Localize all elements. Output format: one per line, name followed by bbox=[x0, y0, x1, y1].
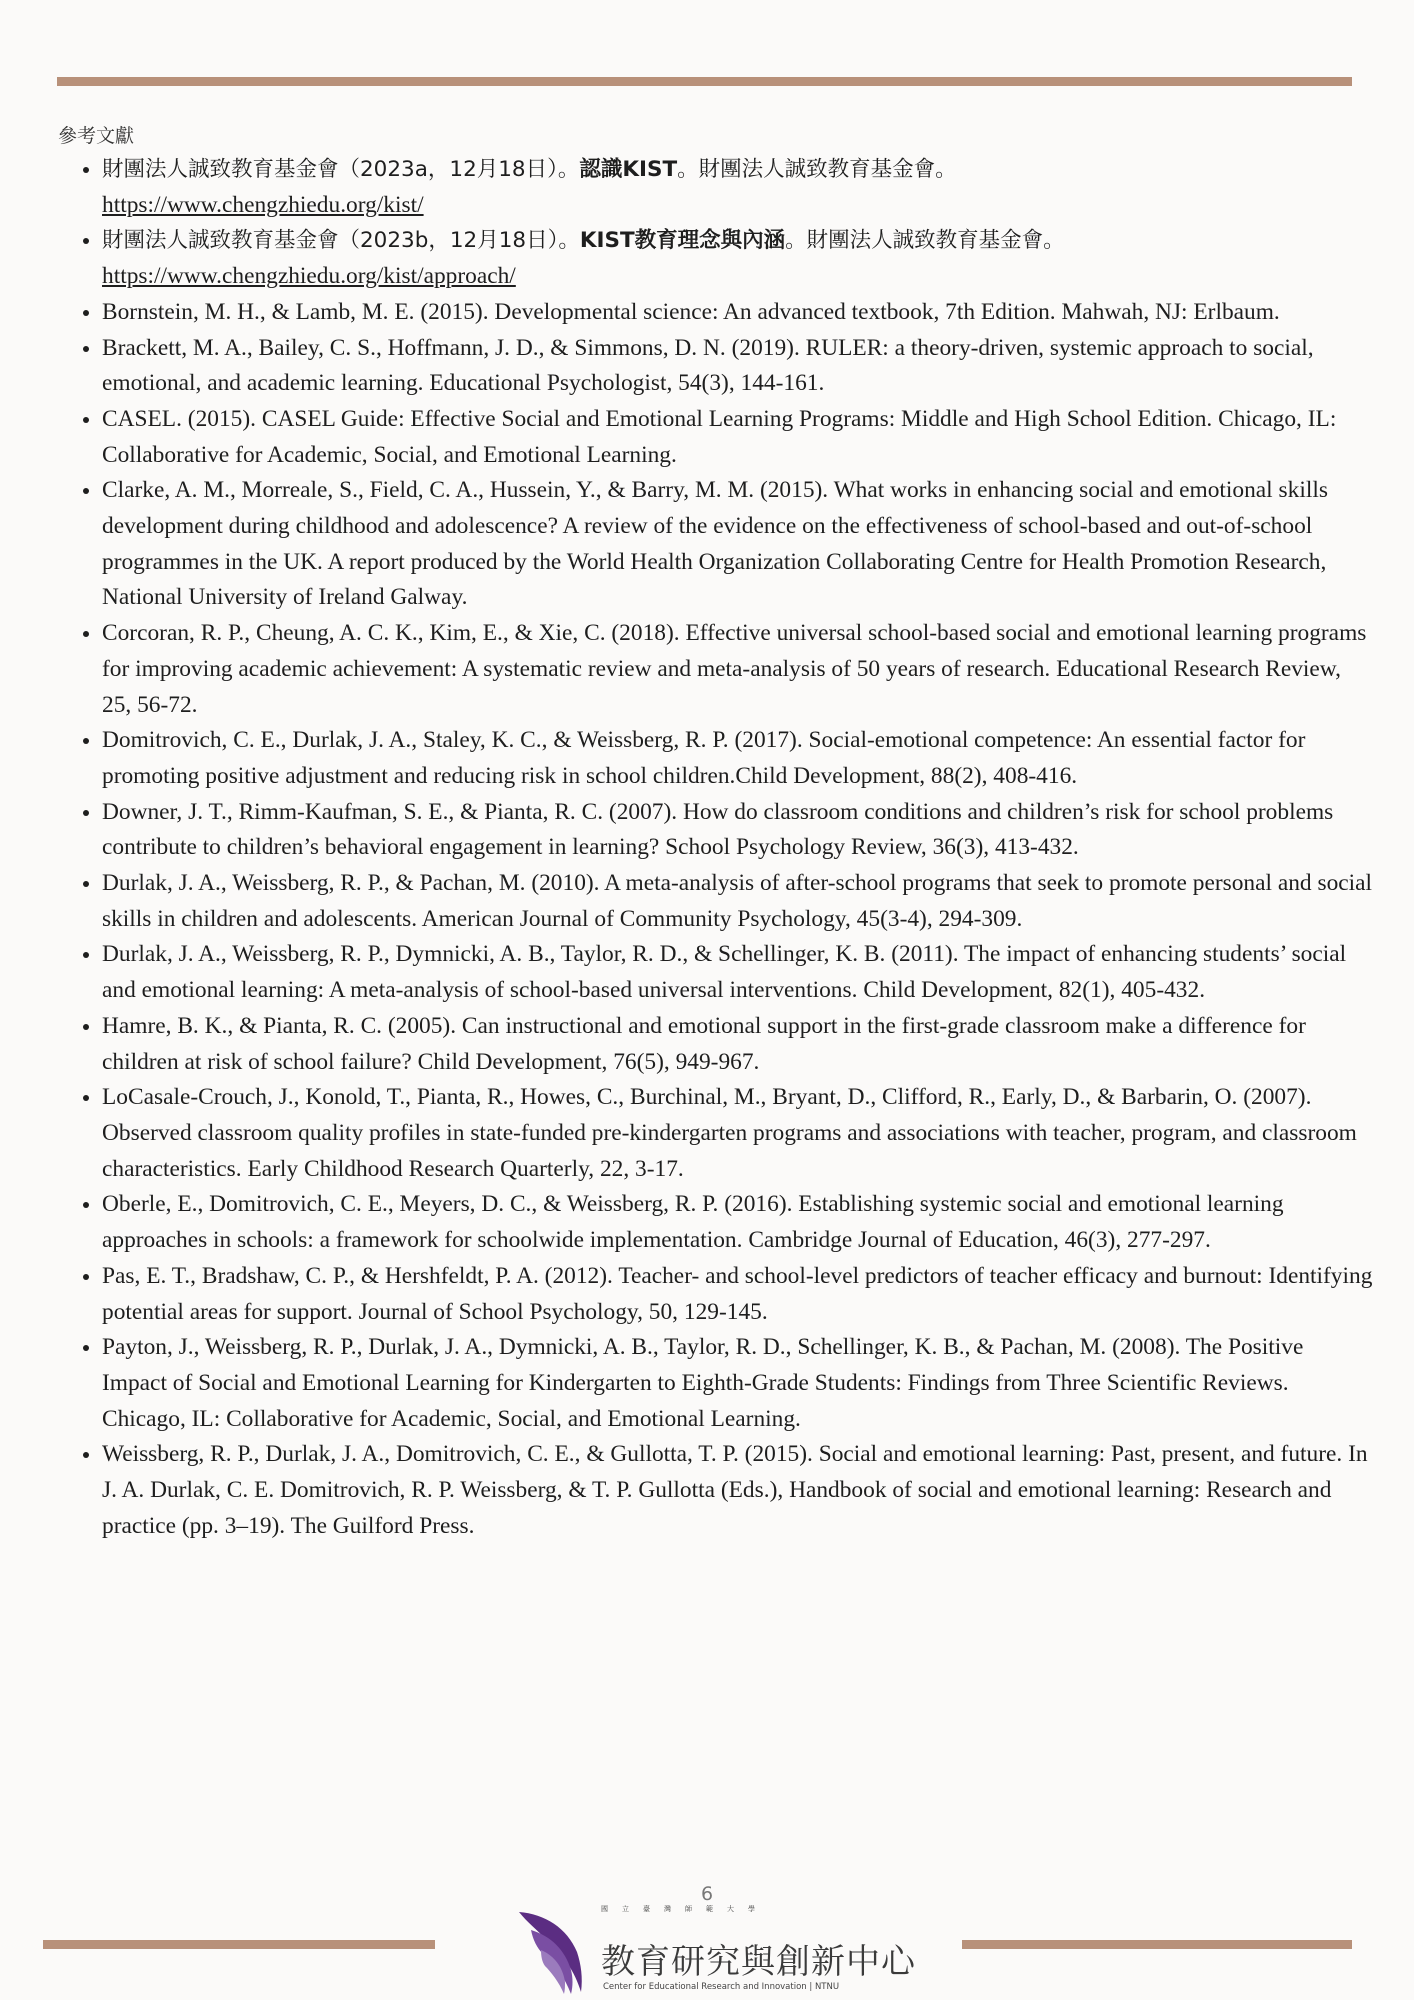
reference-text: CASEL. (2015). bbox=[102, 405, 262, 432]
reference-item bbox=[102, 1009, 1374, 1080]
reference-text: Child Development, 76(5) bbox=[417, 1048, 664, 1075]
reference-item bbox=[102, 1437, 1374, 1544]
reference-text: 。財團法人誠致教育基金會。 bbox=[677, 157, 957, 182]
reference-text: KIST教育理念與內涵 bbox=[579, 228, 786, 254]
reference-text: Clarke, A. M., Morreale, S., Field, C. A., Hussein, Y., & Barry, M. M. (2015). bbox=[102, 477, 834, 504]
reference-link[interactable]: https://www.chengzhiedu.org/kist/ bbox=[102, 191, 424, 218]
reference-item bbox=[102, 1330, 1374, 1437]
reference-text: CASEL Guide: Effective Social and Emotional Learning Programs: Middle and High School Edition. bbox=[261, 405, 1213, 432]
page-number: 6 bbox=[700, 1883, 714, 1905]
reference-text: , 413-432. bbox=[983, 834, 1079, 861]
logo-english-name: Center for Educational Research and Innovation | NTNU bbox=[603, 1982, 840, 1992]
reference-text: The Positive Impact of Social and Emotional Learning for Kindergarten to Eighth-Grade Students: Findings from Three Scientific Reviews bbox=[102, 1334, 1304, 1396]
reference-item bbox=[102, 473, 1374, 616]
logo-center-name: 教育研究與創新中心 bbox=[601, 1942, 916, 1982]
reference-text: School Psychology Review, 36(3) bbox=[665, 834, 984, 861]
reference-text: Domitrovich, C. E., Durlak, J. A., Staley, K. C., & Weissberg, R. P. (2017). Social-emotional competence: An essential factor for promoting positive adjustment and reducing risk in school children. bbox=[102, 727, 1306, 789]
reference-text: Corcoran, R. P., Cheung, A. C. K., Kim, E., & Xie, C. (2018). Effective universal school-based social and emotional learning programs for improving academic achievement: A systematic review and meta-analysis of 50 years of research. bbox=[102, 620, 1367, 682]
reference-item bbox=[102, 295, 1374, 331]
reference-item bbox=[102, 331, 1374, 402]
reference-text: Educational Psychologist, 54(3) bbox=[429, 370, 729, 397]
reference-text: Early Childhood Research Quarterly, 22 bbox=[247, 1155, 624, 1182]
reference-text: Chicago, IL: Collaborative for Academic, Social, and Emotional Learning. bbox=[102, 405, 1337, 468]
ntnu-center-logo bbox=[515, 1900, 916, 1995]
reference-text: Downer, J. T., Rimm-Kaufman, S. E., & Pianta, R. C. (2007). How do classroom conditions and children’s risk for school problems contribute to children’s behavioral engagement in learning? bbox=[102, 798, 1334, 861]
references-heading: 參考文獻 bbox=[58, 125, 135, 147]
reference-item bbox=[102, 616, 1374, 723]
reference-text: Durlak, J. A., Weissberg, R. P., Dymnicki, A. B., Taylor, R. D., & Schellinger, K. B. (2011). The impact of enhancing students’ social and emotional learning: A meta-analysis of school-based universal interventions. bbox=[102, 941, 1347, 1004]
top-divider bbox=[57, 77, 1352, 86]
reference-text: (3-4), 294-309. bbox=[880, 905, 1023, 932]
reference-text: Payton, J., Weissberg, R. P., Durlak, J. A., Dymnicki, A. B., Taylor, R. D., Schellinger, K. B., & Pachan, M. (2008). bbox=[102, 1334, 1186, 1361]
reference-item bbox=[102, 1259, 1374, 1330]
reference-text: Brackett, M. A., Bailey, C. S., Hoffmann, J. D., & Simmons, D. N. (2019). RULER: a theory-driven, systemic approach to social, emotional, and academic learning. bbox=[102, 334, 1314, 397]
references-list bbox=[80, 152, 1374, 1544]
reference-text: What works in enhancing social and emotional skills development during childhood and adolescence? A review of the evidence on the effectiveness of school-based and out-of-school programmes in the UK bbox=[102, 477, 1328, 575]
reference-text: Child Development, 82(1) bbox=[863, 977, 1110, 1004]
reference-item bbox=[102, 1080, 1374, 1187]
reference-link[interactable]: https://www.chengzhiedu.org/kist/approach/ bbox=[102, 263, 516, 290]
footer-divider-right bbox=[962, 1940, 1352, 1949]
reference-text: American Journal of Community Psychology, 45 bbox=[421, 905, 881, 932]
reference-text: Journal of School Psychology, 50 bbox=[358, 1298, 673, 1325]
reference-text: Cambridge Journal of Education, 46(3) bbox=[748, 1227, 1116, 1254]
reference-text: Hamre, B. K., & Pianta, R. C. (2005). Can instructional and emotional support in the first-grade classroom make a difference for children at risk of school failure? bbox=[102, 1012, 1306, 1075]
reference-item bbox=[102, 795, 1374, 866]
reference-text: , 129-145. bbox=[672, 1298, 768, 1325]
reference-text: 認識KIST bbox=[579, 157, 678, 182]
reference-text: Handbook of social and emotional learning: Research and practice bbox=[102, 1477, 1332, 1539]
reference-item bbox=[102, 866, 1374, 937]
reference-text: . A report produced by the World Health Organization Collaborating Centre for Health Promotion Research, National University of Ireland Galway. bbox=[102, 548, 1327, 611]
reference-text: , 405-432. bbox=[1109, 977, 1206, 1004]
reference-text: Pas, E. T., Bradshaw, C. P., & Hershfeldt, P. A. (2012). Teacher- and school-level predictors of teacher efficacy and burnout: Identifying potential areas for support. bbox=[102, 1262, 1373, 1325]
reference-text: 408-416. bbox=[987, 762, 1078, 789]
reference-item bbox=[102, 723, 1374, 794]
reference-text: Bornstein, M. H., & Lamb, M. E. (2015). bbox=[102, 298, 495, 325]
reference-text: LoCasale-Crouch, J., Konold, T., Pianta, R., Howes, C., Burchinal, M., Bryant, D., Clifford, R., Early, D., & Barbarin, O. (2007). Observed classroom quality profiles in state-funded pre-kindergarten programs and associations with teacher, program, and classroom characteristics. bbox=[102, 1084, 1357, 1182]
reference-text: 財團法人誠致教育基金會（2023b，12月18日）。 bbox=[102, 228, 580, 254]
reference-item bbox=[102, 402, 1374, 473]
reference-text: . Chicago, IL: Collaborative for Academic, Social, and Emotional Learning. bbox=[102, 1369, 1289, 1432]
reference-text: , 56-72. bbox=[125, 691, 198, 718]
reference-text: , 277-297. bbox=[1115, 1227, 1211, 1254]
reference-text: Durlak, J. A., Weissberg, R. P., & Pachan, M. (2010). A meta-analysis of after-school programs that seek to promote personal and social skills in children and adolescents. bbox=[102, 870, 1373, 932]
reference-text: Child Development, 88(2), bbox=[735, 762, 988, 789]
reference-text: . Mahwah, NJ: Erlbaum. bbox=[1049, 298, 1280, 325]
reference-text: , 144-161. bbox=[728, 370, 825, 397]
reference-text: 。財團法人誠致教育基金會。 bbox=[785, 228, 1065, 254]
footer-divider-left bbox=[43, 1940, 435, 1949]
reference-item bbox=[102, 1187, 1374, 1258]
reference-text: (pp. 3–19). The Guilford Press. bbox=[176, 1512, 475, 1539]
reference-item bbox=[102, 223, 1374, 294]
reference-text: Developmental science: An advanced textbook, 7th Edition bbox=[494, 298, 1050, 325]
reference-text: Educational Research Review, 25 bbox=[102, 655, 1342, 718]
reference-text: 財團法人誠致教育基金會（2023a，12月18日）。 bbox=[102, 157, 580, 182]
reference-text: , 3-17. bbox=[623, 1155, 684, 1182]
reference-item bbox=[102, 937, 1374, 1008]
reference-text: Oberle, E., Domitrovich, C. E., Meyers, D. C., & Weissberg, R. P. (2016). Establishing systemic social and emotional learning approaches in schools: a framework for schoolwide implementation. bbox=[102, 1191, 1284, 1254]
reference-text: , 949-967. bbox=[663, 1048, 760, 1075]
reference-text: Weissberg, R. P., Durlak, J. A., Domitrovich, C. E., & Gullotta, T. P. (2015). Social and emotional learning: Past, present, and future. In J. A. Durlak, C. E. Domitrovich, R. P. Weissberg, & T. P. Gullotta (Eds.), bbox=[102, 1441, 1368, 1504]
reference-item bbox=[102, 152, 1374, 223]
wing-logo-icon bbox=[515, 1900, 599, 1995]
logo-university-name: 國立臺灣師範大學 bbox=[601, 1905, 769, 1913]
